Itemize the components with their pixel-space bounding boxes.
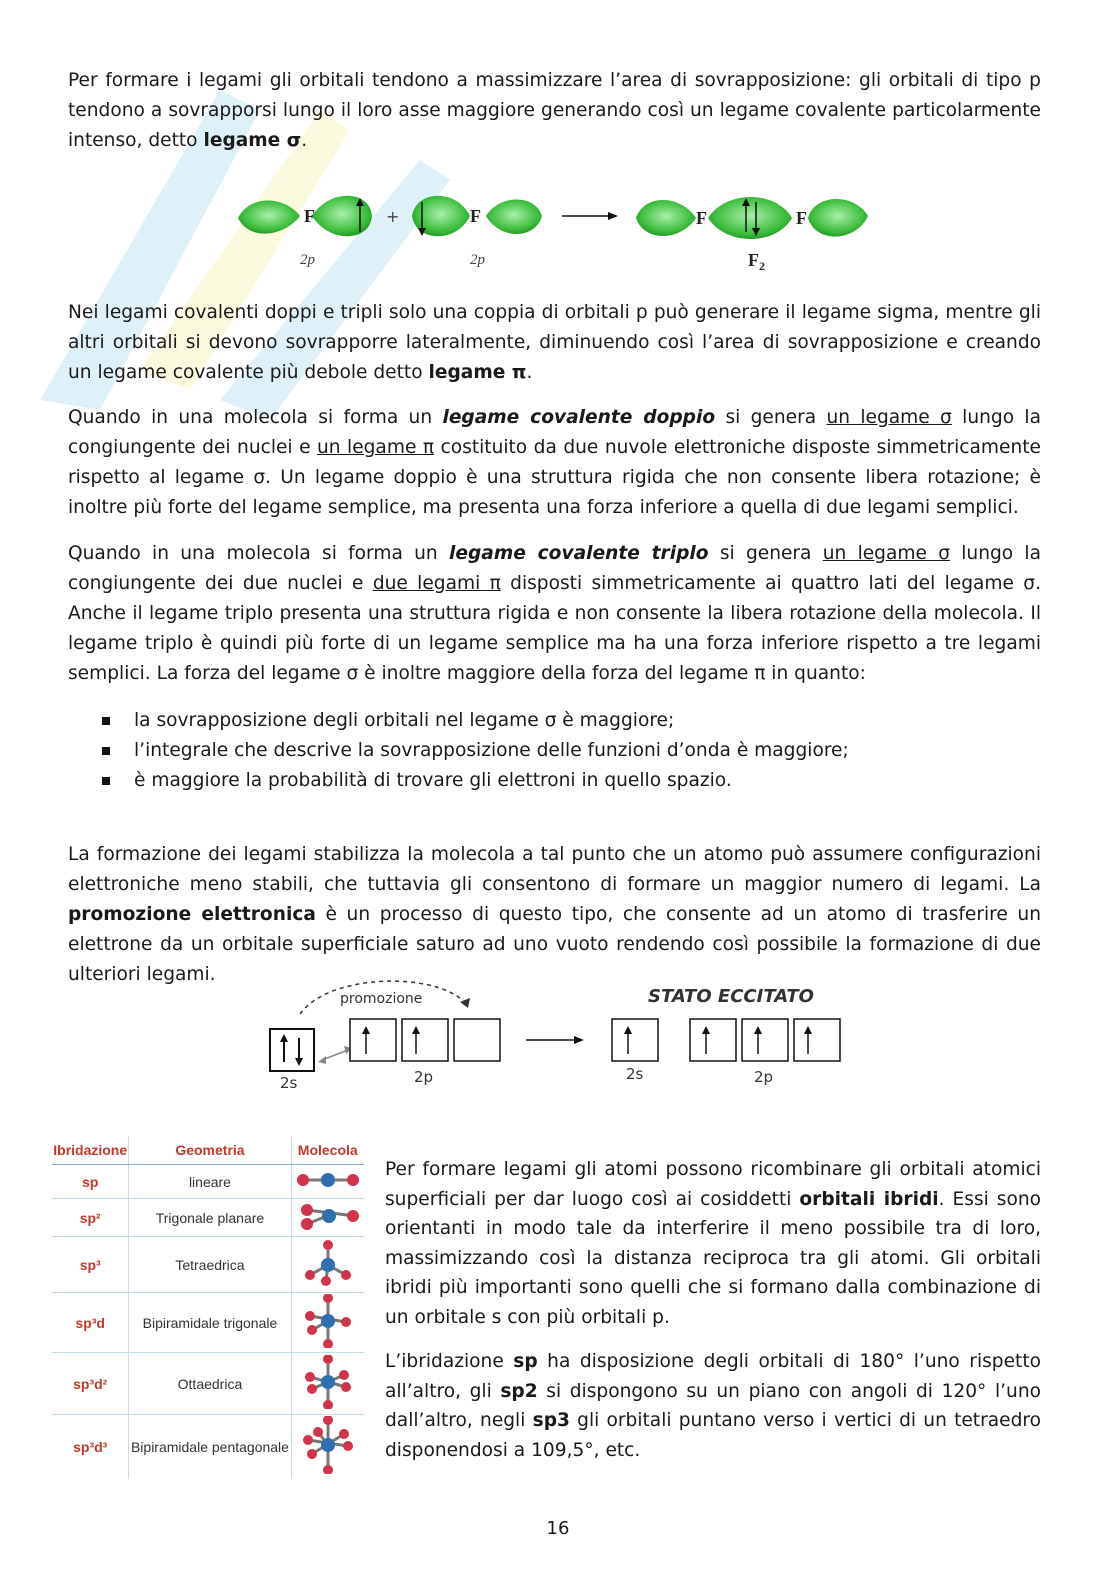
box-2p-excited-2	[742, 1019, 788, 1061]
header-hybridization: Ibridazione	[52, 1136, 129, 1165]
cell-geometry: lineare	[129, 1165, 291, 1199]
molecule-trigonal-bipyramidal-icon	[291, 1293, 364, 1353]
excited-state-title: STATO ECCITATO	[648, 986, 814, 1007]
list-item: la sovrapposizione degli orbitali nel legame σ è maggiore;	[100, 706, 1040, 736]
cell-geometry: Trigonale planare	[129, 1199, 291, 1237]
cell-hybridization: sp³d	[52, 1293, 129, 1353]
orbital-f2-molecule	[636, 197, 868, 239]
figure-f2-sigma-bond	[230, 186, 880, 276]
atom-label-f-1: F	[304, 206, 315, 226]
reaction-arrow	[562, 212, 618, 220]
figure-electron-promotion	[260, 974, 860, 1096]
label-2p-excited: 2p	[754, 1068, 774, 1086]
cell-hybridization: sp	[52, 1165, 129, 1199]
paragraph-hybrid-orbitals: Per formare legami gli atomi possono ricombinare gli orbitali atomici superficiali per dar luogo così ai cosiddetti orbitali ibridi. Essi sono orientanti in modo tale da interferire il meno possibile tra di loro, massimizzando così la distanza reciproca tra gli atomi. Gli orbitali ibridi più importanti sono quelli che si formano dalla combinazione di un orbitale s con più orbitali p.	[385, 1159, 1041, 1328]
box-2s-ground	[270, 1029, 314, 1071]
table-row	[52, 1199, 364, 1237]
cell-geometry: Bipiramidale pentagonale	[129, 1415, 291, 1479]
label-f2: $F_2$	[748, 250, 765, 273]
plus-sign: +	[386, 207, 400, 226]
list-item: l’integrale che descrive la sovrapposizione delle funzioni d’onda è maggiore;	[100, 736, 1040, 766]
cell-hybridization: sp³	[52, 1237, 129, 1293]
label-2s-ground: 2s	[280, 1074, 298, 1092]
atom-label-f-4: F	[796, 208, 807, 228]
molecule-pentagonal-bipyramidal-icon	[291, 1415, 364, 1479]
table-row	[52, 1353, 364, 1415]
box-2p-excited-1	[690, 1019, 736, 1061]
paragraph-hybridization-angles: L’ibridazione sp ha disposizione degli orbitali di 180° l’uno rispetto all’altro, gli sp2 si dispongono su un piano con angoli di 120° l’uno dall’altro, negli sp3 gli orbitali puntano verso i vertici di un tetraedro disponendosi a 109,5°, etc.	[385, 1351, 1041, 1461]
box-2s-excited	[612, 1019, 658, 1061]
promotion-label: promozione	[340, 991, 423, 1007]
label-2p-ground: 2p	[414, 1068, 434, 1086]
label-2p-1: 2p	[300, 252, 315, 268]
molecule-octahedral-icon	[291, 1353, 364, 1415]
paragraph-triple-bond: Quando in una molecola si forma un legame covalente triplo si genera un legame σ lungo la congiungente dei due nuclei e due legami π disposti simmetricamente ai quattro lati del legame σ. Anche il legame triplo presenta una struttura rigida e non consente la libera rotazione della molecola. Il legame triplo è quindi più forte di un legame semplice ma ha una forza inferiore rispetto a tre legami semplici. La forza del legame σ è inoltre maggiore della forza del legame π in quanto:	[68, 543, 1041, 684]
atom-label-f-3: F	[696, 208, 707, 228]
cell-geometry: Ottaedrica	[129, 1353, 291, 1415]
cell-hybridization: sp³d²	[52, 1353, 129, 1415]
list-item: è maggiore la probabilità di trovare gli elettroni in quello spazio.	[100, 766, 1040, 796]
cell-hybridization: sp²	[52, 1199, 129, 1237]
cell-hybridization: sp³d³	[73, 1438, 108, 1455]
label-2p-2: 2p	[470, 252, 485, 268]
box-2p-ground-3	[454, 1019, 500, 1061]
molecule-linear-icon	[291, 1165, 364, 1199]
paragraph-sigma-bond: Per formare i legami gli orbitali tendono a massimizzare l’area di sovrapposizione: gli orbitali di tipo p tendono a sovrapporsi lungo il loro asse maggiore generando così un legame covalente particolarmente intenso, detto legame σ.	[68, 70, 1041, 151]
table-row	[52, 1415, 364, 1479]
bullet-list	[100, 706, 1040, 796]
paragraph-double-bond: Quando in una molecola si forma un legame covalente doppio si genera un legame σ lungo la congiungente dei nuclei e un legame π costituito da due nuvole elettroniche disposte simmetricamente rispetto al legame σ. Un legame doppio è una struttura rigida che non consente libera rotazione; è inoltre più forte del legame semplice, ma presenta una forza inferiore a quella di due legami semplici.	[68, 407, 1041, 518]
box-2p-ground-1	[350, 1019, 396, 1061]
paragraph-pi-bond: Nei legami covalenti doppi e tripli solo una coppia di orbitali p può generare il legame sigma, mentre gli altri orbitali si devono sovrapporre lateralmente, diminuendo così l’area di sovrapposizione e creando un legame covalente più debole detto legame π.	[68, 302, 1041, 383]
box-2p-excited-3	[794, 1019, 840, 1061]
cell-geometry: Tetraedrica	[129, 1237, 291, 1293]
hybridization-table	[52, 1136, 364, 1479]
paragraph-electron-promotion: La formazione dei legami stabilizza la molecola a tal punto che un atomo può assumere configurazioni elettroniche meno stabili, che tuttavia gli consentono di formare un maggior numero di legami. La promozione elettronica è un processo di questo tipo, che consente ad un atomo di trasferire un elettrone da un orbitale superficiale saturo ad uno vuoto rendendo così possibile la formazione di due ulteriori legami.	[68, 844, 1041, 985]
header-geometry: Geometria	[129, 1136, 291, 1165]
label-2s-excited: 2s	[626, 1065, 644, 1083]
molecule-tetrahedral-icon	[291, 1237, 364, 1293]
atom-label-f-2: F	[470, 206, 481, 226]
page-number: 16	[546, 1518, 570, 1539]
box-2p-ground-2	[402, 1019, 448, 1061]
header-molecule: Molecola	[291, 1136, 364, 1165]
molecule-trigonal-icon	[291, 1199, 364, 1237]
table-row	[52, 1237, 364, 1293]
cell-geometry: Bipiramidale trigonale	[129, 1293, 291, 1353]
table-row	[52, 1165, 364, 1199]
table-row	[52, 1293, 364, 1353]
